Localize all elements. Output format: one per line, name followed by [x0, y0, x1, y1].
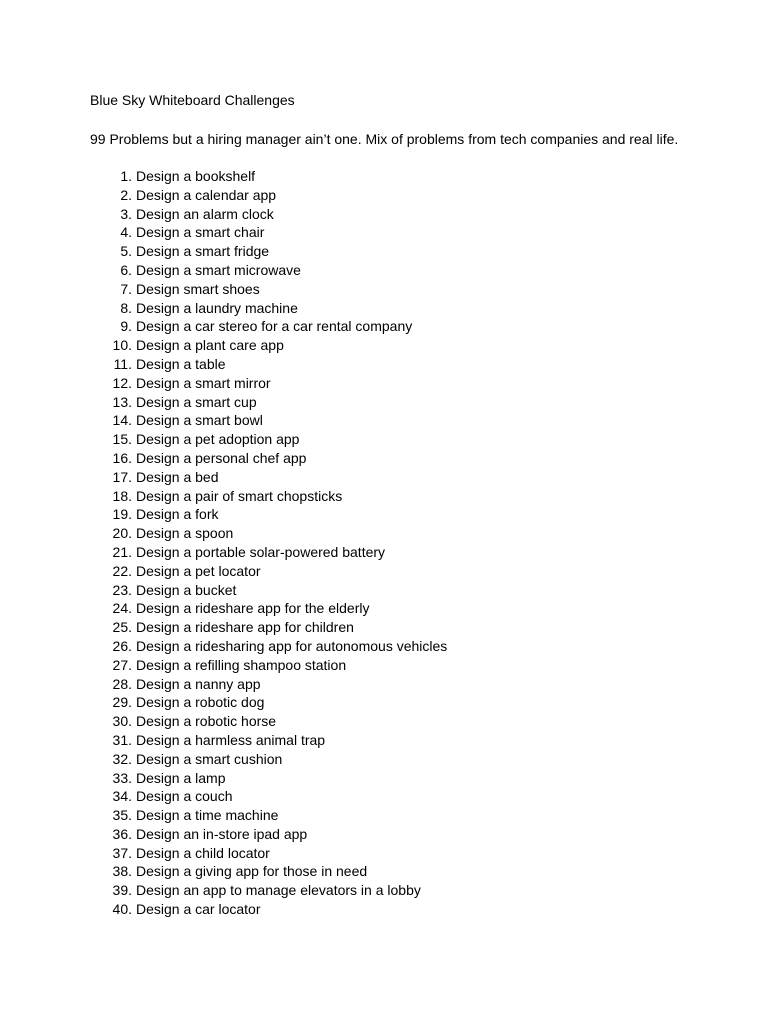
list-item-number: 30.	[112, 713, 132, 730]
list-item-number: 1.	[120, 168, 132, 184]
list-item-number: 9.	[120, 318, 132, 335]
list-item-number: 22.	[112, 562, 132, 579]
list-item-text: Design a laundry machine	[136, 299, 298, 316]
list-item-number: 4.	[120, 224, 132, 241]
list-item-number: 6.	[120, 261, 132, 278]
list-item-text: Design a rideshare app for the elderly	[136, 600, 370, 617]
list-item-number: 28.	[112, 675, 132, 692]
list-item-text: Design a smart microwave	[136, 261, 301, 278]
list-item-text: Design a robotic horse	[136, 713, 277, 730]
list-item-text: Design a car stereo for a car rental company	[136, 318, 413, 335]
list-item-number: 36.	[112, 825, 132, 842]
list-item-number: 35.	[112, 807, 132, 824]
document-title: Blue Sky Whiteboard Challenges	[90, 92, 295, 108]
list-item-text: Design a pet locator	[136, 562, 261, 579]
list-item-number: 19.	[112, 506, 132, 523]
list-item-text: Design a lamp	[136, 769, 226, 786]
list-item-text: Design a bookshelf	[136, 168, 256, 184]
list-item-text: Design a time machine	[136, 807, 279, 824]
list-item-text: Design a smart mirror	[136, 374, 271, 391]
list-item-number: 26.	[112, 637, 132, 654]
list-item-number: 24.	[112, 600, 132, 617]
list-item-text: Design an alarm clock	[136, 205, 274, 222]
list-item-text: Design a smart cushion	[136, 750, 283, 767]
list-item-number: 8.	[120, 299, 132, 316]
list-item-number: 3.	[120, 205, 132, 222]
list-item-number: 21.	[112, 543, 132, 560]
list-item-text: Design an app to manage elevators in a lobby	[136, 882, 421, 899]
list-item-number: 25.	[112, 619, 132, 636]
list-item-number: 38.	[112, 863, 132, 880]
list-item-number: 12.	[112, 374, 132, 391]
list-item-text: Design a personal chef app	[136, 449, 307, 466]
list-item-number: 31.	[112, 731, 132, 748]
list-item-text: Design a portable solar-powered battery	[136, 543, 386, 560]
list-item-text: Design an in-store ipad app	[136, 825, 308, 842]
list-item-number: 33.	[112, 769, 132, 786]
list-item-number: 29.	[112, 694, 132, 711]
list-item-text: Design a table	[136, 355, 226, 372]
list-item-number: 40.	[112, 901, 132, 918]
list-item-text: Design a bed	[136, 468, 219, 485]
list-item-number: 17.	[112, 468, 132, 485]
list-item-number: 5.	[120, 243, 132, 260]
list-item-text: Design a spoon	[136, 525, 234, 542]
list-item-number: 18.	[112, 487, 132, 504]
list-item-text: Design a plant care app	[136, 337, 284, 354]
list-item-number: 2.	[120, 186, 132, 203]
list-item-text: Design a robotic dog	[136, 694, 265, 711]
list-item-number: 20.	[112, 525, 132, 542]
list-item-text: Design a couch	[136, 788, 233, 805]
list-item-number: 16.	[112, 449, 132, 466]
list-item-number: 23.	[112, 581, 132, 598]
list-item-text: Design a ridesharing app for autonomous vehicles	[136, 637, 448, 654]
list-item-text: Design smart shoes	[136, 280, 260, 297]
document-subtitle: 99 Problems but a hiring manager ain’t one. Mix of problems from tech companies and real life.	[90, 131, 679, 147]
list-item-number: 14.	[112, 412, 132, 429]
list-item-number: 11.	[113, 355, 132, 372]
list-item-text: Design a pair of smart chopsticks	[136, 487, 343, 504]
list-item-number: 27.	[112, 656, 132, 673]
list-item-text: Design a smart chair	[136, 224, 265, 241]
list-item-text: Design a smart cup	[136, 393, 257, 410]
list-item-text: Design a car locator	[136, 901, 261, 918]
list-item-text: Design a child locator	[136, 844, 270, 861]
list-item-number: 7.	[120, 280, 132, 297]
list-item-text: Design a nanny app	[136, 675, 261, 692]
list-item-number: 13.	[112, 393, 132, 410]
list-item-text: Design a bucket	[136, 581, 237, 598]
list-item-text: Design a smart fridge	[136, 243, 270, 260]
list-item-text: Design a calendar app	[136, 186, 277, 203]
list-item-text: Design a rideshare app for children	[136, 619, 354, 636]
list-item-number: 34.	[112, 788, 132, 805]
list-item-text: Design a harmless animal trap	[136, 731, 326, 748]
list-item-number: 37.	[112, 844, 132, 861]
list-item-text: Design a pet adoption app	[136, 431, 300, 448]
list-item-text: Design a giving app for those in need	[136, 863, 368, 880]
list-item-text: Design a fork	[136, 506, 219, 523]
list-item-text: Design a refilling shampoo station	[136, 656, 347, 673]
list-item-number: 10.	[112, 337, 132, 354]
list-item-number: 15.	[112, 431, 132, 448]
list-item-number: 32.	[112, 750, 132, 767]
list-item-text: Design a smart bowl	[136, 412, 263, 429]
list-item-number: 39.	[112, 882, 132, 899]
